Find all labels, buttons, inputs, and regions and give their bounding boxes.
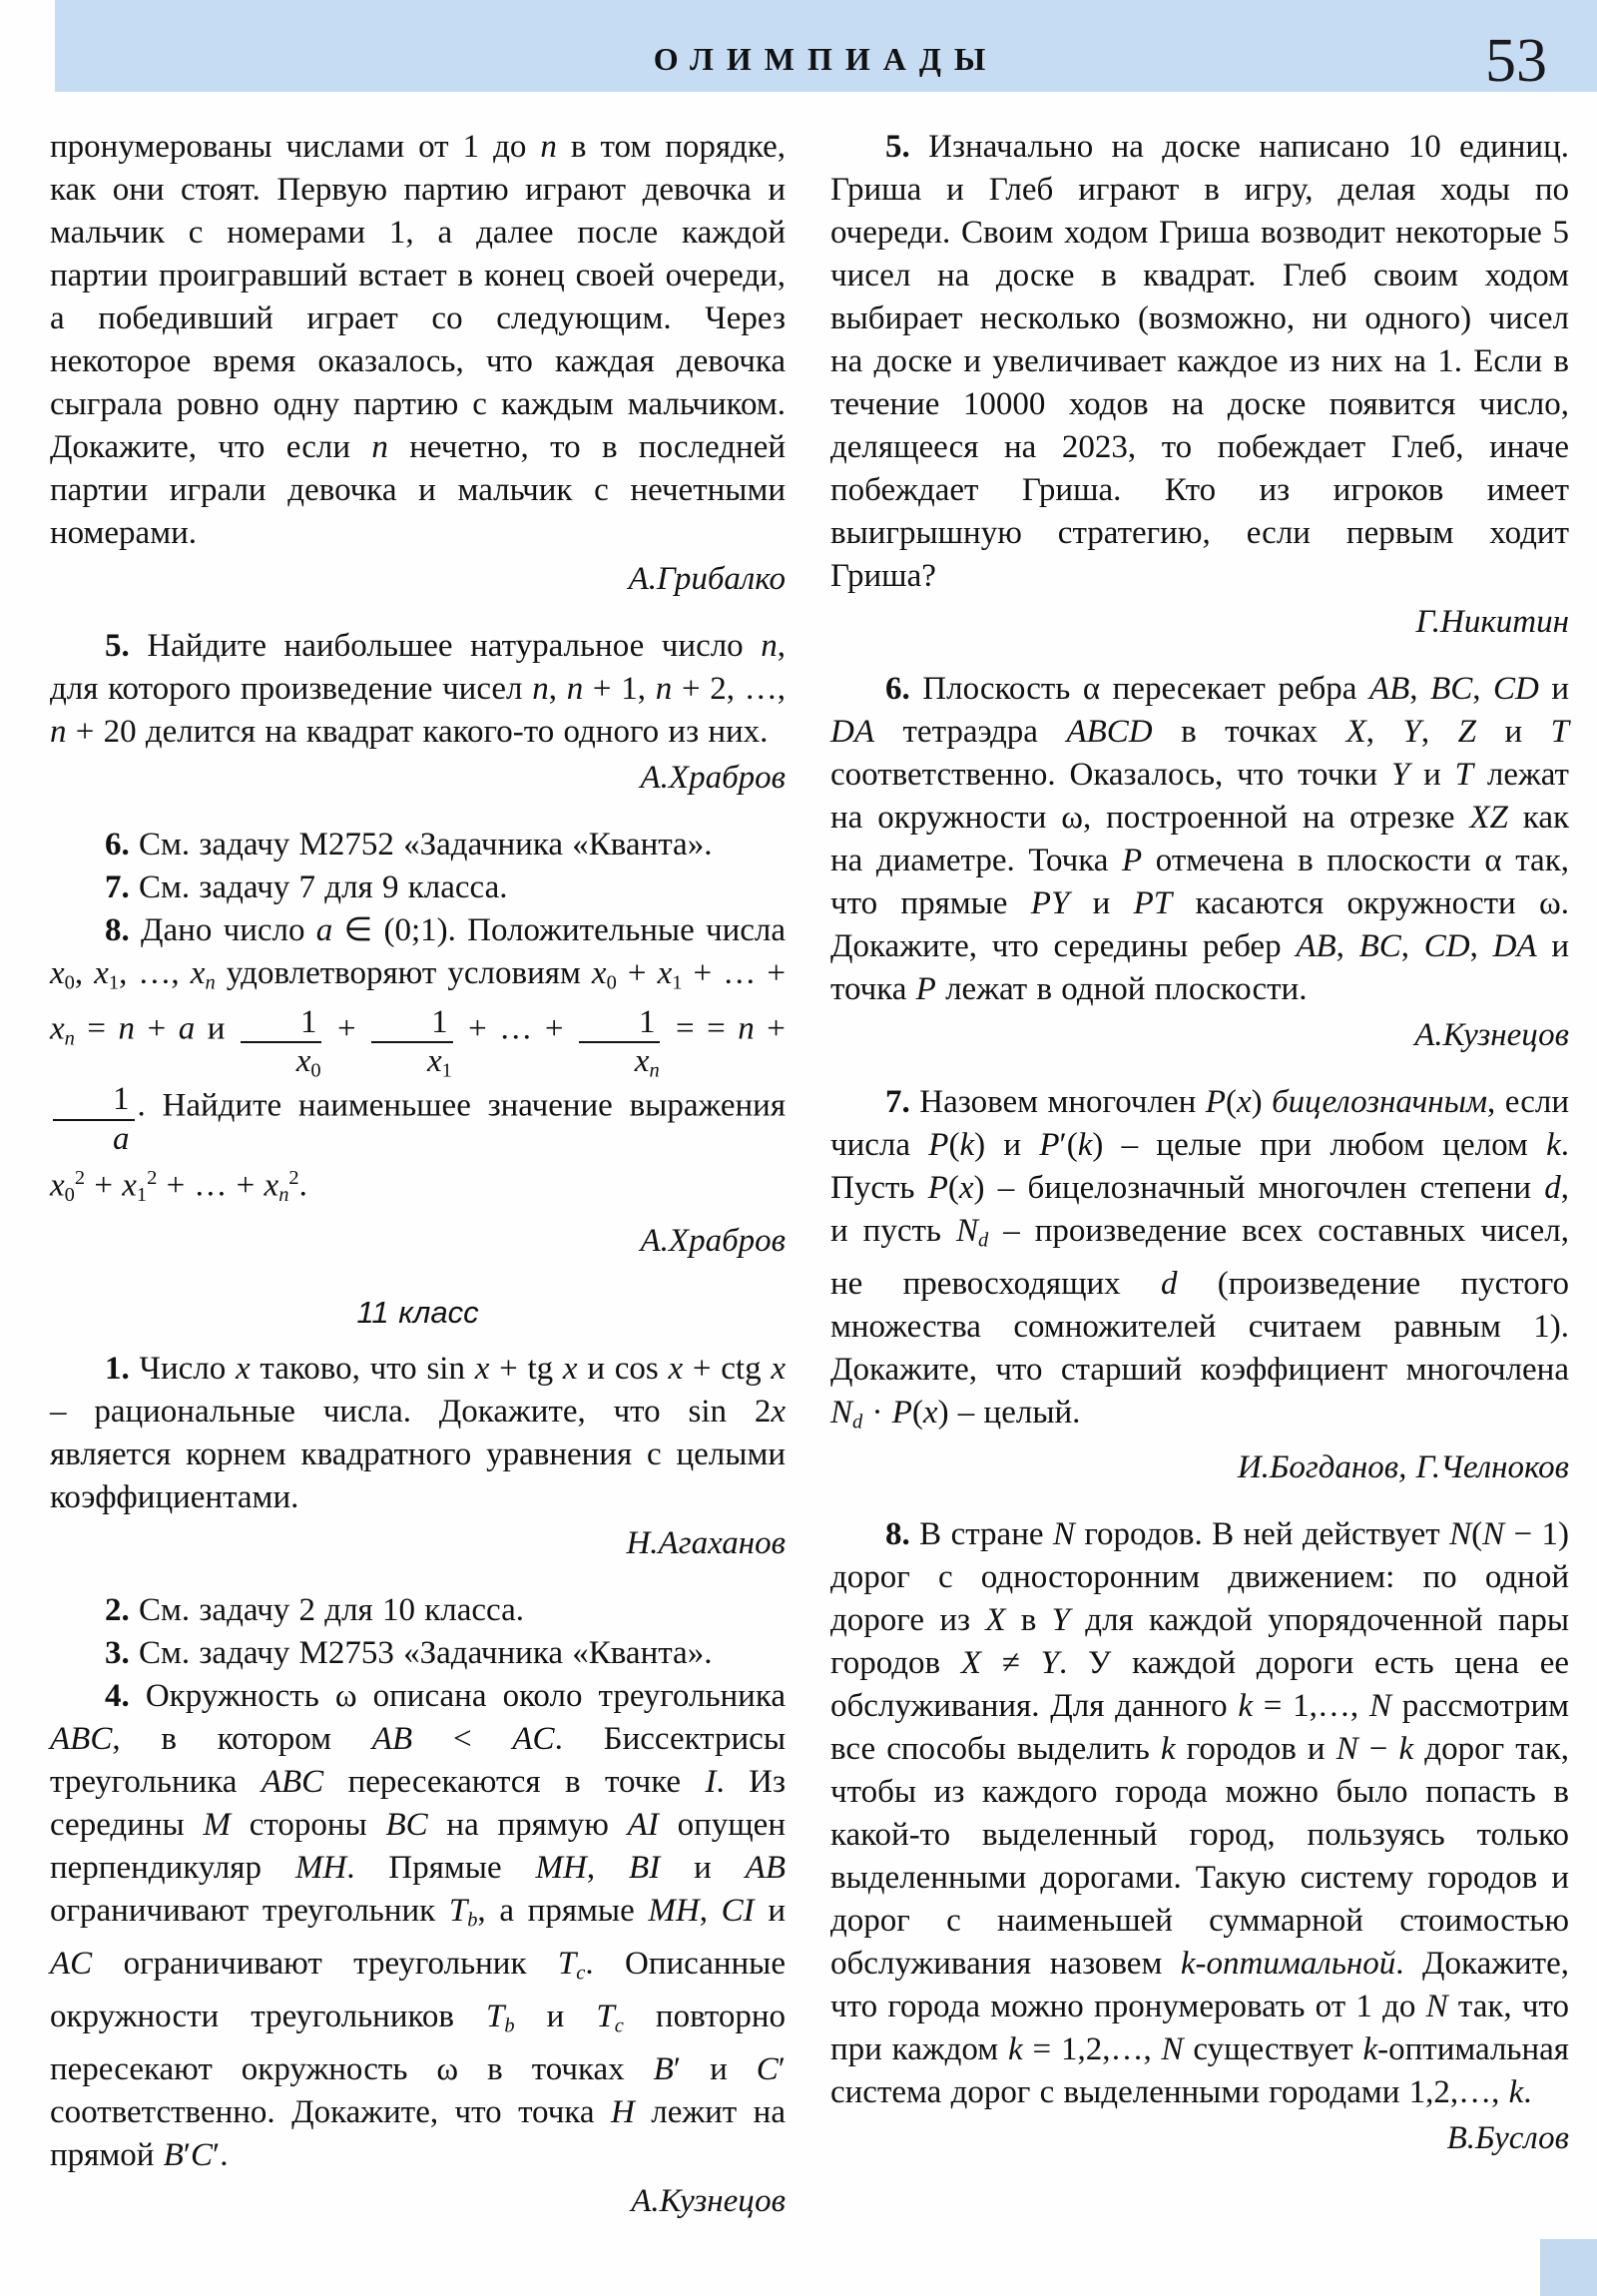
fraction: $\frac{1}{x0}$ — [241, 1005, 322, 1082]
author-credit: А.Грибалко — [628, 561, 786, 597]
problem-text: 5. Найдите наибольшее натуральное число n, для которого произведение чисел n, n + 1, n + 2, …, n + 20 делится на квадрат какого-то одного из них. — [50, 628, 786, 750]
corner-decoration — [1540, 2239, 1597, 2296]
author-credit: А.Храбров — [640, 1223, 786, 1260]
problem-number: 4. — [105, 1678, 146, 1715]
right-column — [830, 126, 1569, 2184]
paragraph-text: пронумерованы числами от 1 до n в том порядке, как они стоят. Первую партию играют девочка и мальчик с номерами 1, а далее после каждой партии проигравший встает в конец своей очереди, а победивший играет со следующим. Через некоторое время оказалось, что каждая девочка сыграла ровно одну партию с каждым мальчиком. Докажите, что если n нечетно, то в последней партии играли девочка и мальчик с нечетными номерами. — [50, 129, 786, 551]
problem-number: 7. — [105, 869, 139, 905]
author-credit: Г.Никитин — [1415, 604, 1569, 640]
fraction: $\frac{1}{x1}$ — [371, 1005, 453, 1082]
problem-number: 5. — [105, 628, 148, 664]
problem-number: 2. — [105, 1592, 139, 1629]
fraction: $\frac{1}{a}$ — [53, 1082, 135, 1157]
author-credit: А.Храбров — [640, 760, 786, 796]
problem-text: 4. Окружность ω описана около треугольника ABC, в котором AB < AC. Биссектрисы треугольника ABC пересекаются в точке I. Из середины M стороны BC на прямую AI опущен перпендикуляр MH. Прямые MH, BI и AB ограничивают треугольник Tb, а прямые MH, CI и AC ограничивают треугольник Tc. Описанные окружности треугольников Tb и Tc повторно пересекают окружность ω в точках B′ и C′ соответственно. Докажите, что точка H лежит на прямой B′C′. — [50, 1678, 786, 2173]
problem-text: 5. Изначально на доске написано 10 единиц. Гриша и Глеб играют в игру, делая ходы по очереди. Своим ходом Гриша возводит некоторые 5 чисел на доске в квадрат. Глеб своим ходом выбирает несколько (возможно, ни одного) чисел на доске и увеличивает каждое из них на 1. Если в течение 10000 ходов на доске появится число, делящееся на 2023, то побеждает Глеб, иначе побеждает Гриша. Кто из игроков имеет выигрышную стратегию, если первым ходит Гриша? — [830, 129, 1569, 594]
problem-text: 3. См. задачу М2753 «Задачника «Кванта». — [105, 1635, 713, 1672]
page-number: 53 — [1485, 27, 1547, 95]
problem-number: 5. — [885, 129, 929, 165]
author-credit: И.Богданов, Г.Челноков — [1237, 1449, 1569, 1486]
problem-text: 1. Число x таково, что sin x + tg x и cos x + ctg x – рациональные числа. Докажите, что sin 2x является корнем квадратного уравнения с целыми коэффициентами. — [50, 1351, 787, 1516]
problem-text: 7. См. задачу 7 для 9 класса. — [105, 869, 508, 905]
problem-number: 8. — [105, 912, 142, 948]
problem-text: 6. См. задачу М2752 «Задачника «Кванта». — [105, 827, 713, 862]
problem-text: 2. См. задачу 2 для 10 класса. — [105, 1592, 524, 1629]
author-credit: В.Буслов — [1446, 2120, 1569, 2157]
left-column — [50, 126, 786, 2247]
problem-text: 6. Плоскость α пересекает ребра AB, BC, CD и DA тетраэдра ABCD в точках X, Y, Z и T соответственно. Оказалось, что точки Y и T лежат на окружности ω, построенной на отрезке XZ как на диаметре. Точка P отмечена в плоскости α так, что прямые PY и PT касаются окружности ω. Докажите, что середины ребер AB, BC, CD, DA и точка P лежат в одной плоскости. — [830, 671, 1570, 1007]
page-header — [55, 0, 1597, 95]
page-title: ОЛИМПИАДЫ — [653, 41, 999, 77]
author-credit: А.Кузнецов — [631, 2182, 786, 2219]
problem-number: 8. — [885, 1516, 920, 1553]
author-credit: А.Кузнецов — [1414, 1017, 1569, 1053]
problem-number: 7. — [885, 1084, 920, 1120]
problem-text: 7. Назовем многочлен P(x) бицелозначным, если числа P(k) и P′(k) – целые при любом целом k. Пусть P(x) – бицелозначный многочлен степени d, и пусть Nd – произведение всех составных чисел, не превосходящих d (произведение пустого множества сомножителей считаем равным 1). Докажите, что старший коэффициент многочлена Nd · P(x) – целый. — [830, 1084, 1570, 1434]
problem-number: 6. — [885, 671, 923, 707]
problem-text: 8. В стране N городов. В ней действует N(N − 1) дорог с односторонним движением: по одной дороге из X в Y для каждой упорядоченной пары городов X ≠ Y. У каждой дороги есть цена ее обслуживания. Для данного k = 1,…, N рассмотрим все способы выделить k городов и N − k дорог так, чтобы из каждого города можно было попасть в какой-то выделенный город, пользуясь только выделенными дорогами. Такую систему городов и дорог с наименьшей суммарной стоимостью обслуживания назовем k-оптимальной. Докажите, что города можно пронумеровать от 1 до N так, что при каждом k = 1,2,…, N существует k-оптимальная система дорог с выделенными городами 1,2,…, k. — [830, 1516, 1570, 2111]
section-heading: 11 класс — [356, 1295, 479, 1331]
problem-text: 8. Дано число a ∈ (0;1). Положительные числа x0, x1, …, xn удовлетворяют условиям x0 + x1 + … + xn = n + a и $\frac{1}{x0}$ + $\frac{1}{x1}$ + … + $\frac{1}{xn}$ = = n + $\frac{1}{a}$ . Найдите наименьшее значение выражения $x0^2 + x1^2$ + … + $xn^2$. — [50, 912, 786, 1207]
problem-number: 6. — [105, 827, 139, 862]
problem-number: 3. — [105, 1635, 139, 1672]
problem-number: 1. — [105, 1351, 140, 1388]
author-credit: Н.Агаханов — [626, 1525, 786, 1562]
fraction: $\frac{1}{xn}$ — [579, 1005, 661, 1082]
